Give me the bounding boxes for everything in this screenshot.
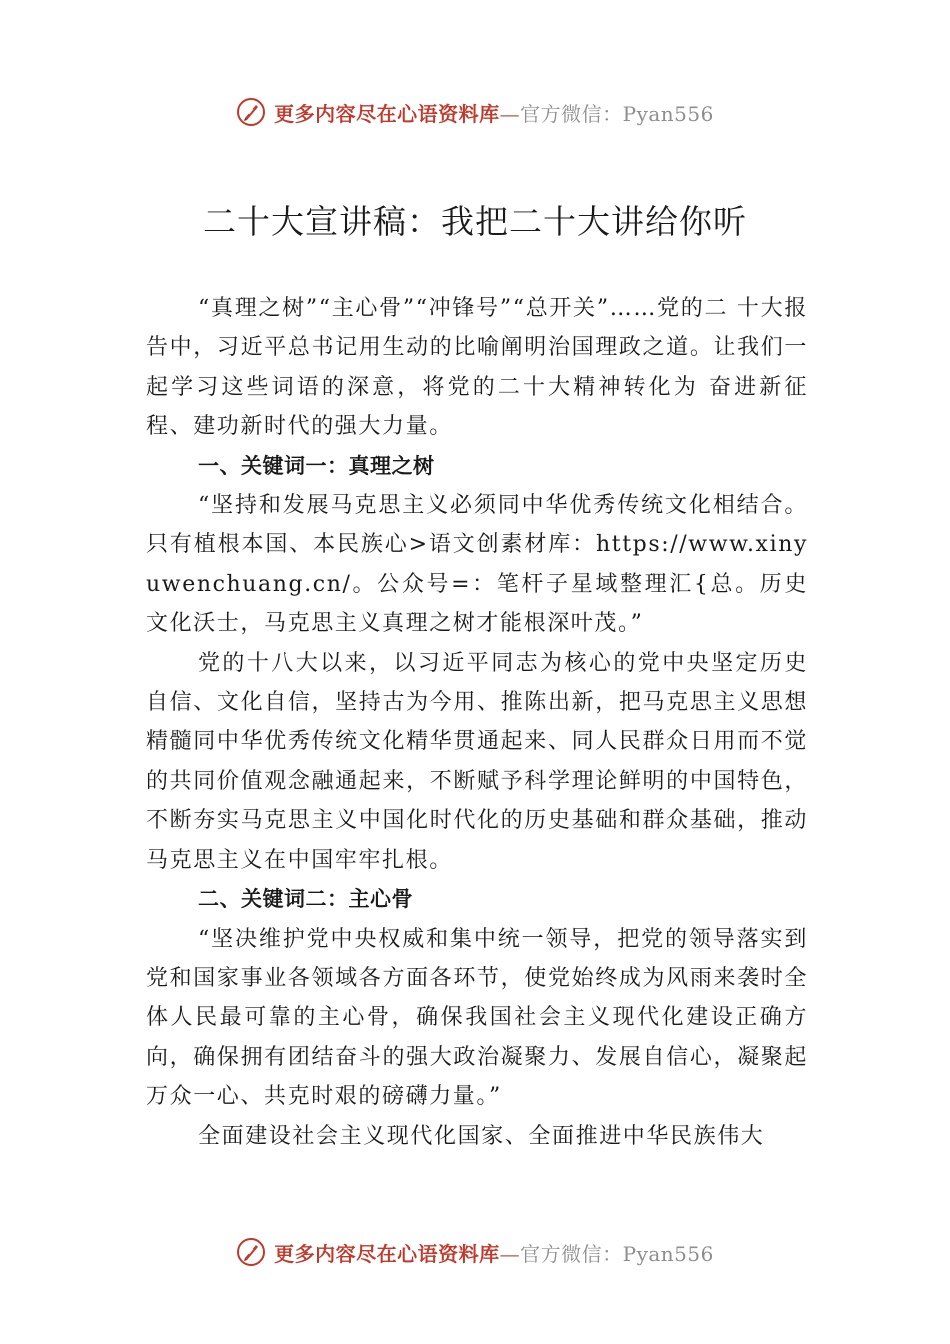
section2-heading: 二、关键词二：主心骨: [198, 887, 413, 912]
banner-separator: —: [499, 101, 521, 126]
banner-brand: 更多内容尽在心语资料库: [274, 101, 500, 126]
quill-pen-logo-icon: [236, 97, 266, 127]
section1-heading: 一、关键词一：真理之树: [198, 453, 435, 478]
banner-wechat: 官方微信：Pyan556: [520, 1241, 714, 1266]
section2-quote: “坚决维护党中央权威和集中统一领导，把党的领导落实到党和国家事业各领域各方面各环节，使党始终成为风雨来袭时全体人民最可靠的主心骨，确保我国社会主义现代化建设正确方向，确保拥有团结奋斗的强大政治凝聚力、发展自信心，凝聚起万众一心、共克时艰的磅礴力量。”: [146, 926, 808, 1110]
header-banner: [0, 92, 950, 132]
section2-body: 全面建设社会主义现代化国家、全面推进中华民族伟大: [198, 1123, 765, 1149]
banner-text: [274, 98, 714, 127]
document-title: 二十大宣讲稿：我把二十大讲给你听: [203, 202, 747, 241]
banner-brand: 更多内容尽在心语资料库: [274, 1241, 500, 1266]
section1-quote: “坚持和发展马克思主义必须同中华优秀传统文化相结合。只有植根本国、本民族心>语文创素材库：https://www.xinyuwenchuang.cn/。公众号=：笔杆子星域整理汇{总。历史文化沃士，马克思主义真理之树才能根深叶茂。”: [146, 493, 808, 637]
footer-banner: [0, 1232, 950, 1272]
document-body: [146, 289, 808, 1156]
intro-paragraph: “真理之树”“主心骨”“冲锋号”“总开关”……党的二 十大报告中，习近平总书记用生动的比喻阐明治国理政之道。让我们一起学习这些词语的深意，将党的二十大精神转化为 奋进新征程、建功新时代的强大力量。: [146, 296, 808, 440]
section1-body: 党的十八大以来，以习近平同志为核心的党中央坚定历史自信、文化自信，坚持古为今用、推陈出新，把马克思主义思想精髓同中华优秀传统文化精华贯通起来、同人民群众日用而不觉的共同价值观念融通起来，不断赋予科学理论鲜明的中国特色，不断夯实马克思主义中国化时代化的历史基础和群众基础，推动马克思主义在中国牢牢扎根。: [146, 650, 808, 873]
banner-wechat: 官方微信：Pyan556: [520, 101, 714, 126]
banner-text: [274, 1238, 714, 1267]
banner-separator: —: [499, 1241, 521, 1266]
quill-pen-logo-icon: [236, 1237, 266, 1267]
